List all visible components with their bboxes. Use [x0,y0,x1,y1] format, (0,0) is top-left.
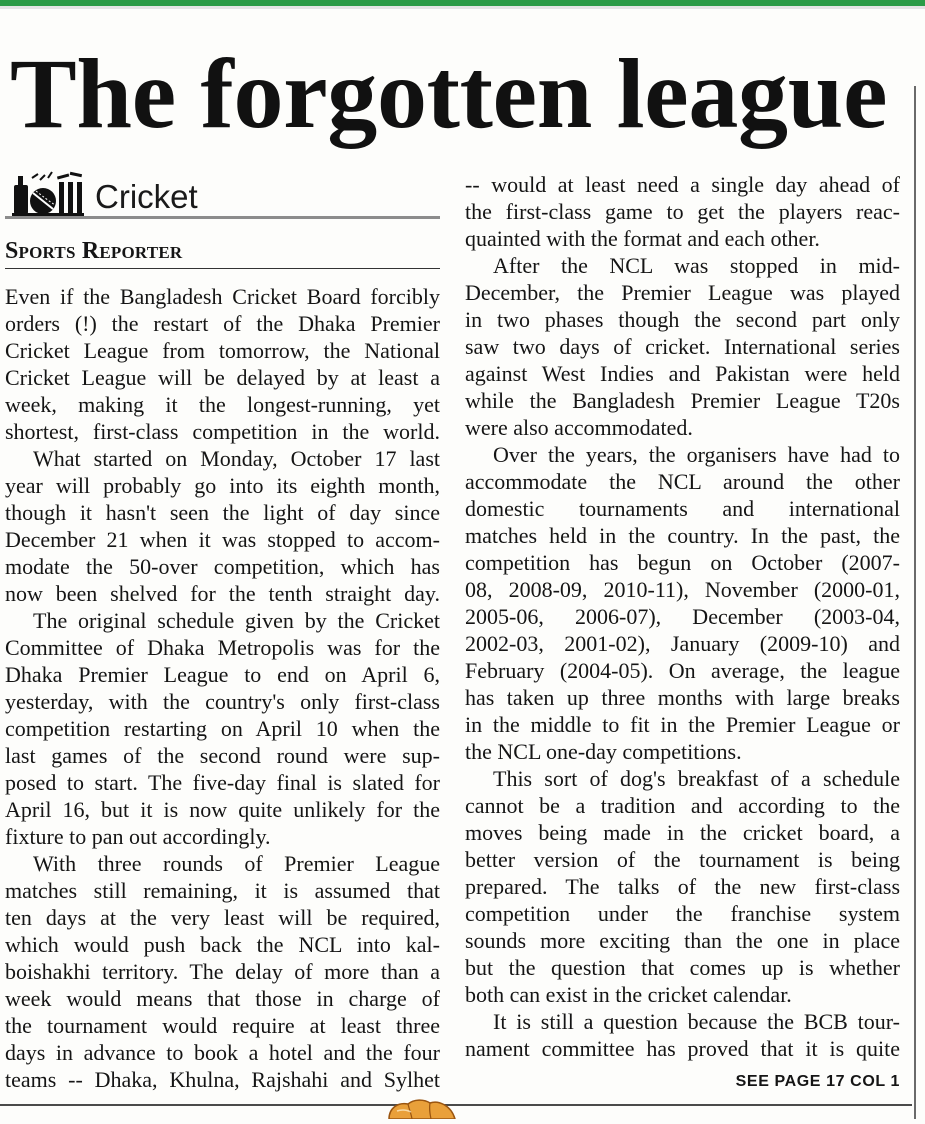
paragraph [465,441,900,765]
body-line: Cricket League will be delayed by at least a [5,365,440,390]
body-line: competition restarting on April 10 when the [5,716,440,741]
paragraph [5,283,440,445]
byline-rule [5,268,440,269]
body-line: cannot be a tradition and according to the [465,793,900,818]
body-line: yesterday, with the country's only first-class [5,689,440,714]
body-line: Even if the Bangladesh Cricket Board forcibly [5,284,440,309]
body-line: -- would at least need a single day ahead of [465,172,900,197]
body-line: saw two days of cricket. International series [465,334,900,359]
paragraph [5,445,440,607]
body-line: matches held in the country. In the past, the [465,523,900,548]
body-line: sounds more exciting than the one in place [465,928,900,953]
paragraph [5,607,440,850]
body-line: competition has begun on October (2007- [465,550,900,575]
body-line: orders (!) the restart of the Dhaka Premier [5,311,440,336]
body-line: fixture to pan out accordingly. [5,824,271,849]
body-line: now been shelved for the tenth straight day. [5,581,440,606]
body-line: December, the Premier League was played [465,280,900,305]
cartoon-fragment [385,1097,461,1119]
body-line: the NCL one-day competitions. [465,739,742,764]
body-line: With three rounds of Premier League [33,851,440,876]
body-line: but the question that comes up is whether [465,955,900,980]
body-line: It is still a question because the BCB tour- [493,1009,900,1034]
cartoon-fragment-graphic [385,1097,461,1119]
body-line: days in advance to book a hotel and the four [5,1040,440,1065]
body-line: quainted with the format and each other. [465,226,820,251]
left-column [5,283,440,1093]
body-line: which would push back the NCL into kal- [5,932,440,957]
paragraph [465,171,900,252]
body-line: matches still remaining, it is assumed that [5,878,440,903]
body-line: accommodate the NCL around the other [465,469,900,494]
body-line: in the middle to fit in the Premier League or [465,712,900,737]
body-line: What started on Monday, October 17 last [33,446,440,471]
body-line: the tournament would require at least three [5,1013,440,1038]
body-line: in two phases though the second part only [465,307,900,332]
body-line: prepared. The talks of the new first-class [465,874,900,899]
byline: Sports Reporter [5,238,183,264]
paragraph [465,1008,900,1062]
body-line: teams -- Dhaka, Khulna, Rajshahi and Sylhet [5,1067,440,1092]
body-line: Dhaka Premier League to end on April 6, [5,662,440,687]
body-line: against West Indies and Pakistan were held [465,361,900,386]
body-line: last games of the second round were sup- [5,743,440,768]
body-line: the first-class game to get the players reac- [465,199,900,224]
body-line: Committee of Dhaka Metropolis was for the [5,635,440,660]
body-line: nament committee has proved that it is quite [465,1036,900,1061]
body-line: year will probably go into its eighth month, [5,473,440,498]
body-line: both can exist in the cricket calendar. [465,982,792,1007]
paragraph [465,765,900,1008]
body-line: boishakhi territory. The delay of more than a [5,959,440,984]
body-line: December 21 when it was stopped to accom- [5,527,440,552]
body-line: Cricket League from tomorrow, the National [5,338,440,363]
body-line: competition under the franchise system [465,901,900,926]
right-column [465,171,900,1062]
body-line: while the Bangladesh Premier League T20s [465,388,900,413]
body-line: 08, 2008-09, 2010-11), November (2000-01, [465,577,900,602]
cricket-icon-graphic [12,170,84,216]
body-line: better version of the tournament is being [465,847,900,872]
body-line: ten days at the very least will be required, [5,905,440,930]
body-line: week, making it the longest-running, yet [5,392,440,417]
body-line: April 16, but it is now quite unlikely for the [5,797,440,822]
section-label: Cricket [95,178,198,215]
paragraph [5,850,440,1093]
body-line: February (2004-05). On average, the league [465,658,900,683]
body-line: After the NCL was stopped in mid- [493,253,900,278]
paragraph [465,252,900,441]
body-line: modate the 50-over competition, which has [5,554,440,579]
column-border [914,86,916,1119]
body-line: posed to start. The five-day final is slated for [5,770,440,795]
body-line: 2005-06, 2006-07), December (2003-04, [465,604,900,629]
body-line: week would means that those in charge of [5,986,440,1011]
body-line: though it hasn't seen the light of day since [5,500,440,525]
body-line: Over the years, the organisers have had to [493,442,900,467]
body-line: has taken up three months with large breaks [465,685,900,710]
headline: The forgotten league [10,38,888,149]
section-rule [5,216,440,219]
body-line: shortest, first-class competition in the world. [5,419,440,444]
body-line: domestic tournaments and international [465,496,900,521]
continuation-jump: SEE PAGE 17 COL 1 [735,1073,900,1090]
body-line: were also accommodated. [465,415,693,440]
cricket-icon [12,170,84,216]
body-line: This sort of dog's breakfast of a schedule [493,766,900,791]
top-bar-shadow [0,6,925,9]
body-line: 2002-03, 2001-02), January (2009-10) and [465,631,900,656]
body-line: moves being made in the cricket board, a [465,820,900,845]
body-line: The original schedule given by the Cricket [33,608,440,633]
